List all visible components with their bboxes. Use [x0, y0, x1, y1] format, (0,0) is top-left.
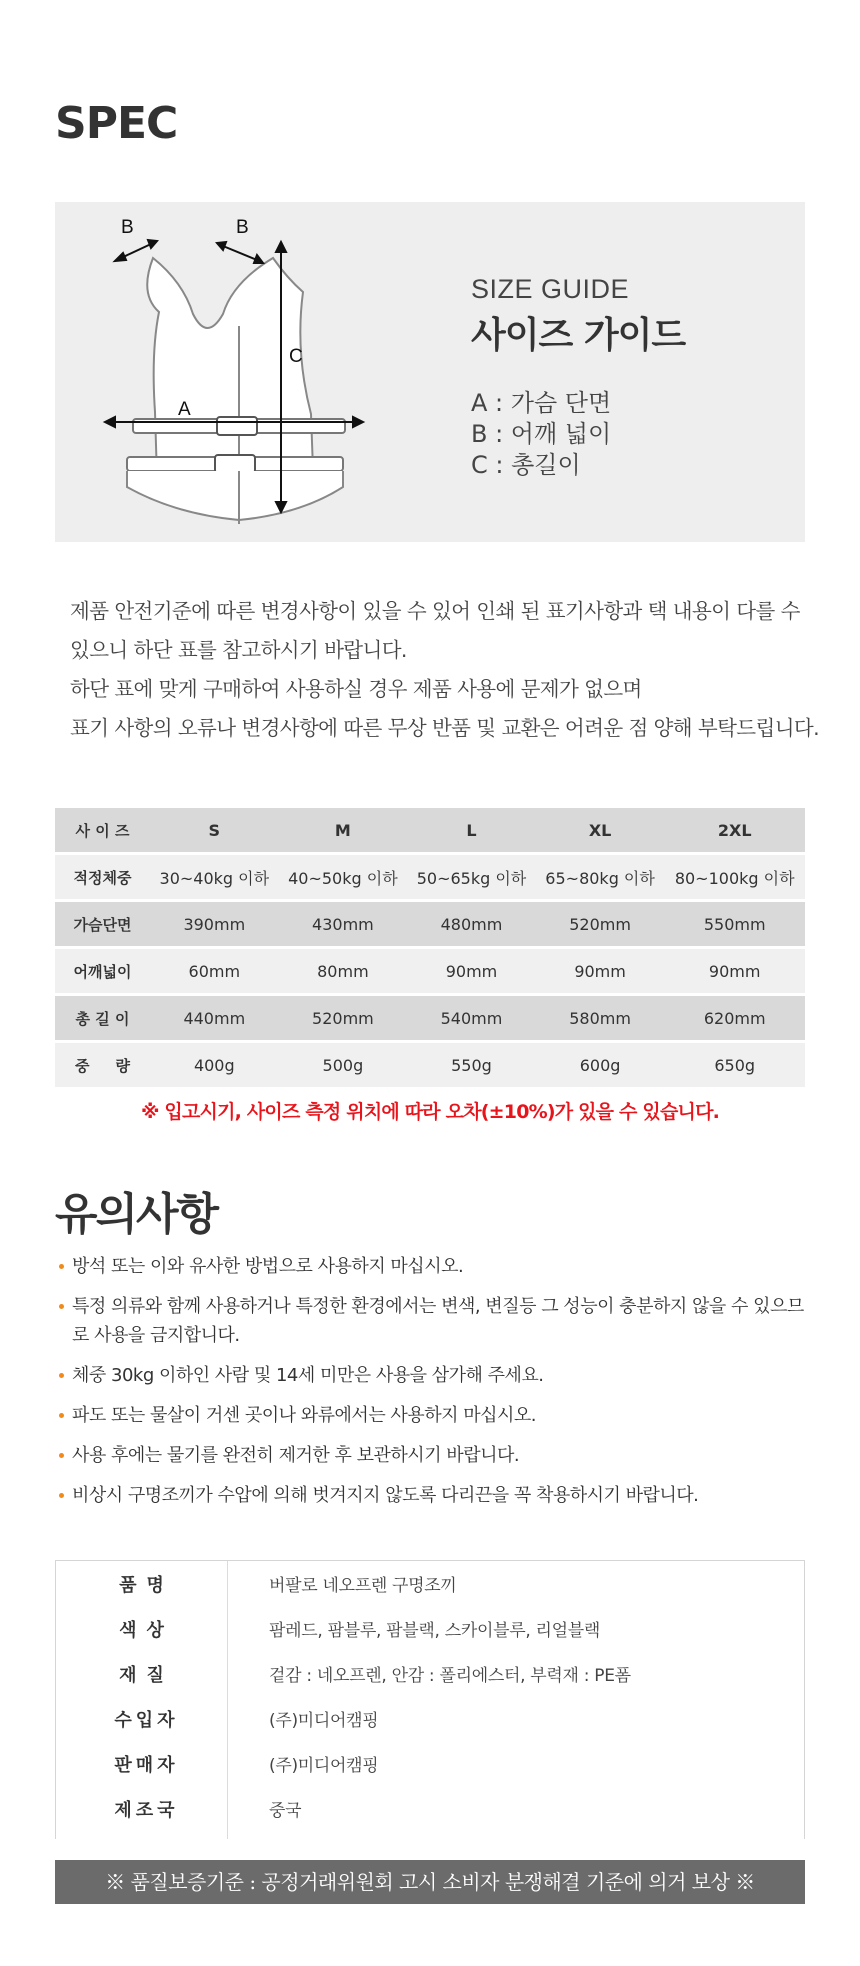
table-row [55, 949, 805, 993]
table-cell: 500g [279, 1043, 408, 1087]
table-cell: 430mm [279, 902, 408, 946]
table-cell: 550g [407, 1043, 536, 1087]
table-cell: 520mm [279, 996, 408, 1040]
table-cell: 40~50kg 이하 [279, 855, 408, 899]
info-value: (주)미디어캠핑 [269, 1711, 379, 1731]
legend-b: B : 어깨 넓이 [471, 420, 612, 448]
size-header-cell: M [279, 808, 408, 852]
info-value: 겉감 : 네오프렌, 안감 : 폴리에스터, 부력재 : PE폼 [269, 1666, 631, 1686]
vest-diagram [55, 202, 415, 542]
notice-line: 하단 표에 맞게 구매하여 사용하실 경우 제품 사용에 문제가 없으며 [70, 677, 642, 701]
notice-line: 있으니 하단 표를 참고하시기 바랍니다. [70, 638, 407, 662]
bullet-dot-icon [59, 1373, 64, 1378]
spec-title: SPEC [55, 98, 178, 149]
list-item: 특정 의류와 함께 사용하거나 특정한 환경에서는 변색, 변질등 그 성능이 충분하지 않을 수 있으므로 사용을 금지합니다. [55, 1292, 815, 1350]
table-cell: 540mm [407, 996, 536, 1040]
table-cell: 60mm [150, 949, 279, 993]
size-header-cell: L [407, 808, 536, 852]
table-cell: 650g [664, 1043, 805, 1087]
bullet-dot-icon [59, 1493, 64, 1498]
label-a: A [178, 399, 191, 420]
arrow-b-right [217, 242, 263, 263]
size-header-label: 사 이 즈 [55, 808, 150, 852]
list-item: 사용 후에는 물기를 완전히 제거한 후 보관하시기 바랍니다. [55, 1441, 815, 1470]
size-header-cell: S [150, 808, 279, 852]
table-cell: 480mm [407, 902, 536, 946]
bullet-dot-icon [59, 1413, 64, 1418]
legend-c: C : 총길이 [471, 451, 581, 479]
info-divider [227, 1561, 228, 1839]
bullet-dot-icon [59, 1304, 64, 1309]
info-value: 버팔로 네오프렌 구명조끼 [269, 1576, 457, 1596]
info-value: (주)미디어캠핑 [269, 1756, 379, 1776]
size-legend [471, 388, 685, 481]
legend-a: A : 가슴 단면 [471, 389, 612, 417]
table-cell: 550mm [664, 902, 805, 946]
size-header-cell: 2XL [664, 808, 805, 852]
vest-hem [127, 471, 343, 520]
info-label: 재질 [119, 1664, 174, 1686]
info-label: 품명 [119, 1574, 174, 1596]
size-guide-title-ko: 사이즈 가이드 [471, 315, 686, 356]
label-b-left: B [121, 217, 134, 238]
info-label: 제조국 [114, 1799, 179, 1821]
info-label: 색상 [119, 1619, 174, 1641]
size-header-cell: XL [536, 808, 665, 852]
bullet-dot-icon [59, 1453, 64, 1458]
info-label: 판매자 [114, 1754, 179, 1776]
row-label: 적정체중 [55, 855, 150, 899]
info-value: 중국 [269, 1801, 302, 1821]
list-item: 비상시 구명조끼가 수압에 의해 벗겨지지 않도록 다리끈을 꼭 착용하시기 바랍니다. [55, 1481, 815, 1510]
vest-buckle-upper [217, 417, 257, 435]
table-cell: 50~65kg 이하 [407, 855, 536, 899]
list-item: 파도 또는 물살이 거센 곳이나 와류에서는 사용하지 마십시오. [55, 1401, 815, 1430]
row-label: 중 량 [55, 1043, 150, 1087]
table-cell: 580mm [536, 996, 665, 1040]
table-cell: 90mm [407, 949, 536, 993]
table-row [55, 902, 805, 946]
size-tolerance-note: ※ 입고시기, 사이즈 측정 위치에 따라 오차(±10%)가 있을 수 있습니다. [140, 1101, 720, 1123]
list-item: 체중 30kg 이하인 사람 및 14세 미만은 사용을 삼가해 주세요. [55, 1361, 815, 1390]
table-row [55, 1043, 805, 1087]
table-cell: 90mm [664, 949, 805, 993]
table-cell: 80mm [279, 949, 408, 993]
vest-buckle-lower [215, 455, 255, 473]
table-cell: 620mm [664, 996, 805, 1040]
table-cell: 90mm [536, 949, 665, 993]
caution-list [55, 1252, 815, 1521]
caution-title: 유의사항 [55, 1189, 218, 1240]
size-guide-panel [55, 202, 805, 542]
size-guide-text [471, 274, 685, 481]
table-row [55, 996, 805, 1040]
table-row [55, 855, 805, 899]
info-row [56, 1741, 804, 1786]
warranty-banner: ※ 품질보증기준 : 공정거래위원회 고시 소비자 분쟁해결 기준에 의거 보상 ※ [55, 1860, 805, 1904]
bullet-dot-icon [59, 1264, 64, 1269]
info-row [56, 1561, 804, 1606]
row-label: 가슴단면 [55, 902, 150, 946]
label-b-right: B [236, 217, 249, 238]
table-cell: 390mm [150, 902, 279, 946]
table-cell: 30~40kg 이하 [150, 855, 279, 899]
size-table [55, 805, 805, 1090]
info-row [56, 1786, 804, 1831]
table-cell: 400g [150, 1043, 279, 1087]
info-row [56, 1696, 804, 1741]
arrow-b-left [115, 240, 157, 261]
size-guide-title-en: SIZE GUIDE [471, 274, 630, 304]
table-cell: 600g [536, 1043, 665, 1087]
info-label: 수입자 [114, 1709, 179, 1731]
info-row [56, 1651, 804, 1696]
size-table-header [55, 808, 805, 852]
size-notice [70, 592, 820, 748]
list-item: 방석 또는 이와 유사한 방법으로 사용하지 마십시오. [55, 1252, 815, 1281]
row-label: 총 길 이 [55, 996, 150, 1040]
table-cell: 65~80kg 이하 [536, 855, 665, 899]
notice-line: 제품 안전기준에 따른 변경사항이 있을 수 있어 인쇄 된 표기사항과 택 내용이 다를 수 [70, 599, 800, 623]
table-cell: 520mm [536, 902, 665, 946]
info-row [56, 1606, 804, 1651]
row-label: 어깨넓이 [55, 949, 150, 993]
notice-line: 표기 사항의 오류나 변경사항에 따른 무상 반품 및 교환은 어려운 점 양해 부탁드립니다. [70, 716, 820, 740]
table-cell: 440mm [150, 996, 279, 1040]
label-c: C [289, 346, 303, 367]
info-value: 팜레드, 팜블루, 팜블랙, 스카이블루, 리얼블랙 [269, 1621, 601, 1641]
product-info-table [55, 1560, 805, 1839]
table-cell: 80~100kg 이하 [664, 855, 805, 899]
